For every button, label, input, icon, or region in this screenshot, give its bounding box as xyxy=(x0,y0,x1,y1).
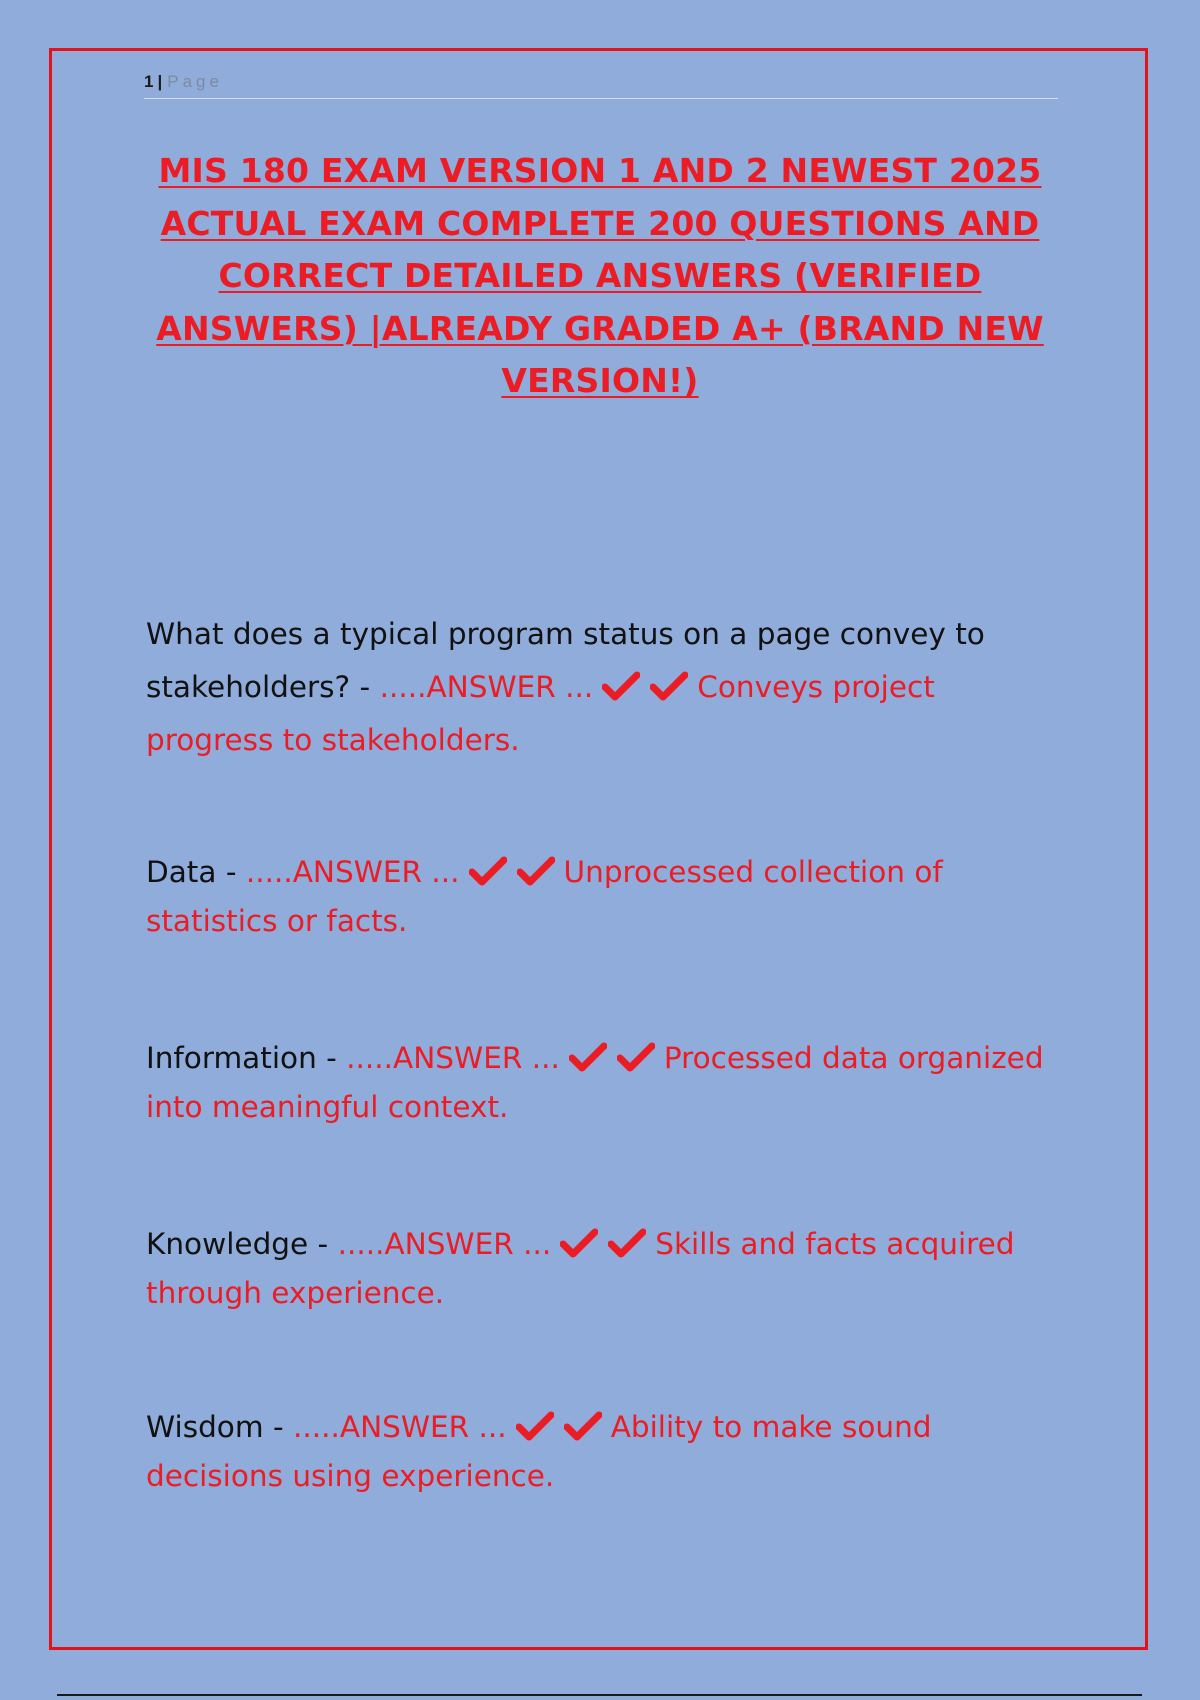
double-check-icons xyxy=(597,661,693,714)
check-icon xyxy=(650,671,688,701)
answer-text: Ability to make sound decisions using experience. xyxy=(146,1410,932,1493)
page-number: 1 xyxy=(144,72,154,91)
answer-marker: .....ANSWER ... xyxy=(370,670,594,704)
qa-item xyxy=(146,848,1066,946)
question-text: Knowledge - xyxy=(146,1227,329,1261)
double-check-icons xyxy=(464,848,560,897)
question-text: What does a typical program status on a page convey to stakeholders? - xyxy=(146,617,985,704)
answer-text: Conveys project progress to stakeholders. xyxy=(146,670,935,757)
double-check-icons xyxy=(564,1034,660,1083)
page-header xyxy=(144,70,1058,99)
answer-text: Processed data organized into meaningful context. xyxy=(146,1041,1044,1124)
question-text: Data - xyxy=(146,855,237,889)
check-icon xyxy=(469,856,507,886)
document-title: MIS 180 EXAM VERSION 1 AND 2 NEWEST 2025 ACTUAL EXAM COMPLETE 200 QUESTIONS AND CORRECT DETAILED ANSWERS (VERIFIED ANSWERS) |ALREADY GRADED A+ (BRAND NEW VERSION!) xyxy=(156,151,1044,400)
question-text: Wisdom - xyxy=(146,1410,284,1444)
check-icon xyxy=(516,1411,554,1441)
check-icon xyxy=(569,1042,607,1072)
qa-item xyxy=(146,1220,1066,1318)
footer-divider xyxy=(57,1694,1142,1696)
double-check-icons xyxy=(555,1220,651,1269)
answer-marker: .....ANSWER ... xyxy=(283,1410,507,1444)
check-icon xyxy=(560,1228,598,1258)
qa-item xyxy=(146,608,1066,767)
check-icon xyxy=(517,856,555,886)
page-label: Page xyxy=(167,72,223,91)
answer-text: Unprocessed collection of statistics or facts. xyxy=(146,855,943,938)
answer-text: Skills and facts acquired through experience. xyxy=(146,1227,1015,1310)
page-separator: | xyxy=(157,72,163,91)
answer-marker: .....ANSWER ... xyxy=(328,1227,552,1261)
double-check-icons xyxy=(511,1403,607,1452)
check-icon xyxy=(617,1042,655,1072)
question-text: Information - xyxy=(146,1041,337,1075)
answer-marker: .....ANSWER ... xyxy=(336,1041,560,1075)
check-icon xyxy=(608,1228,646,1258)
answer-marker: .....ANSWER ... xyxy=(236,855,460,889)
qa-item xyxy=(146,1034,1066,1132)
qa-item xyxy=(146,1403,1066,1501)
check-icon xyxy=(602,671,640,701)
check-icon xyxy=(564,1411,602,1441)
